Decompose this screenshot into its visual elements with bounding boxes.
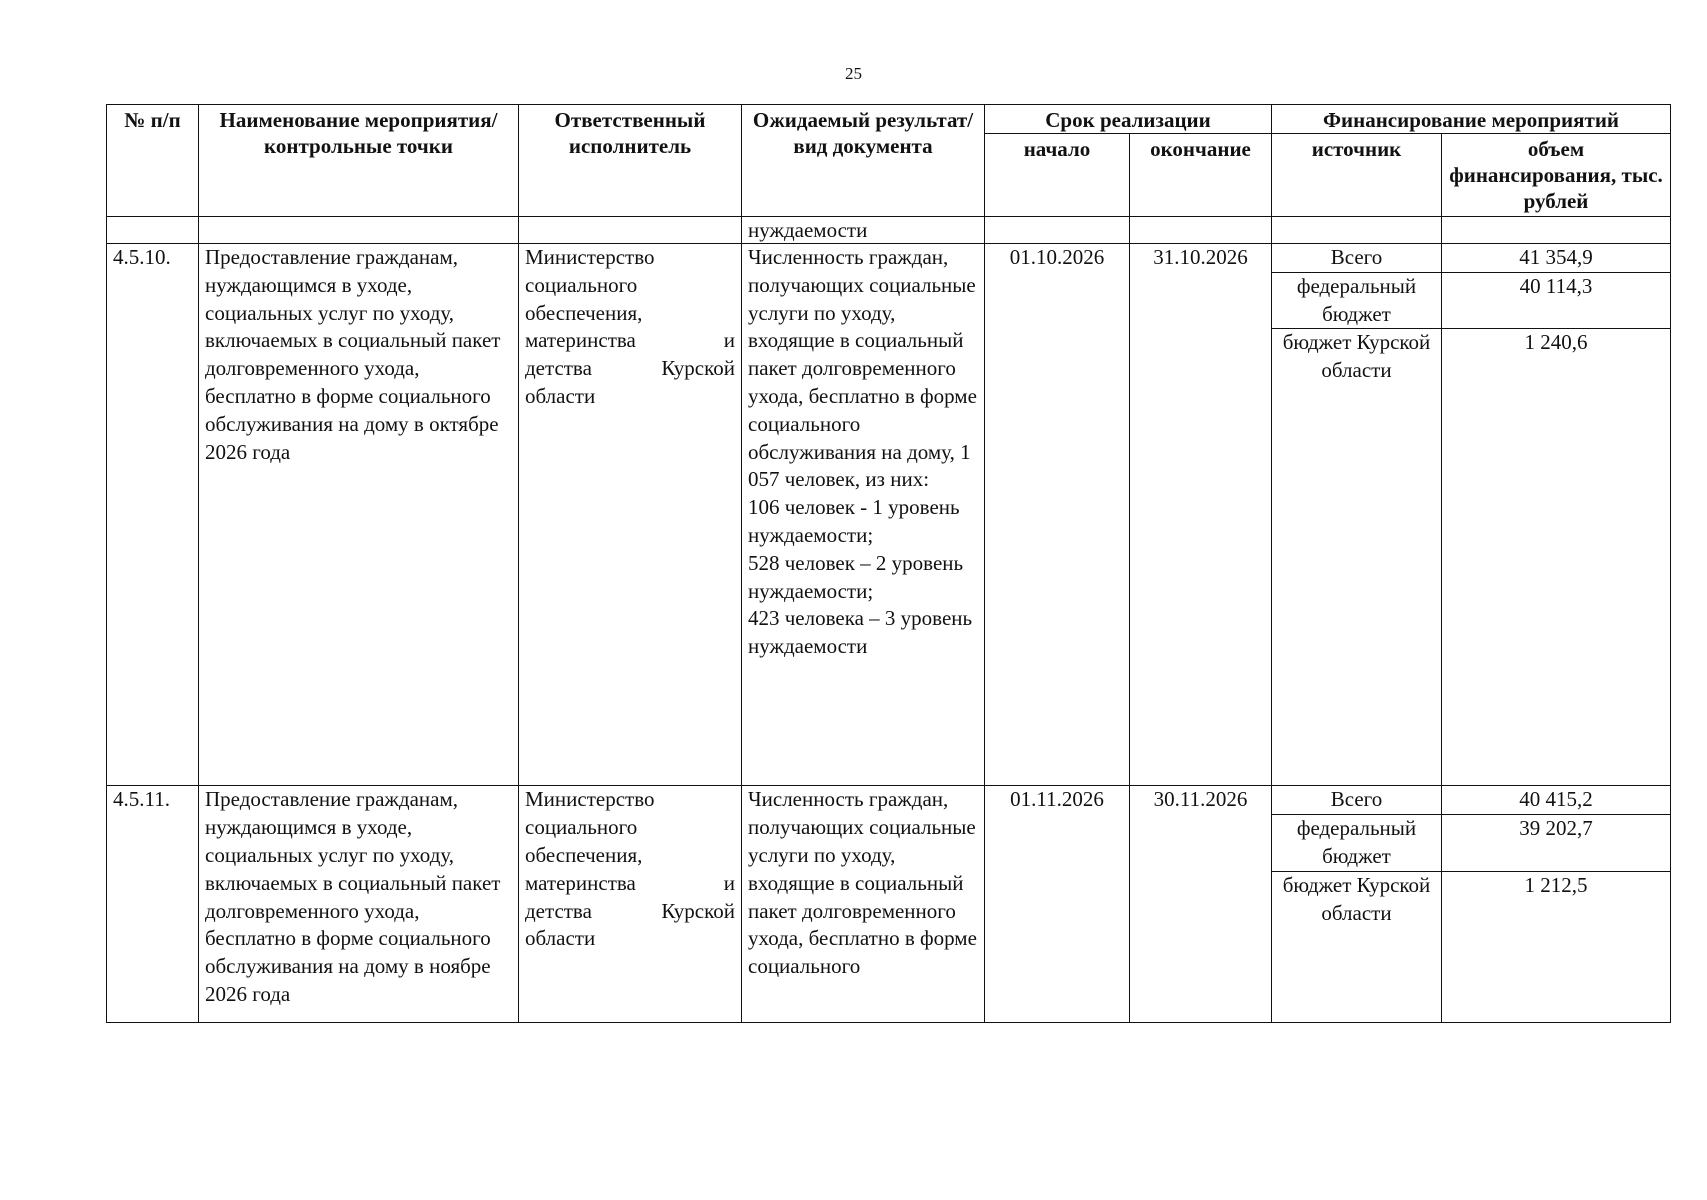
- fin-amount: 1 240,6: [1442, 329, 1671, 786]
- fin-amount: 40 114,3: [1442, 272, 1671, 329]
- row-responsible: Министерство социального обеспечения, материнства и детства Курской области: [519, 786, 742, 1022]
- row-end: 30.11.2026: [1130, 786, 1272, 1022]
- row-result: Численность граждан, получающих социальные услуги по уходу, входящие в социальный пакет долговременного ухода, бесплатно в форме социального обслуживания на дому, 1 057 человек, из них: 106 человек - 1 уровень нуждаемости; 528 человек – 2 уровень нуждаемости; 423 человека – 3 уровень нуждаемости: [742, 244, 985, 786]
- fin-amount: 40 415,2: [1442, 786, 1671, 815]
- header-result: Ожидаемый результат/вид документа: [742, 105, 985, 217]
- header-volume: объем финансирования, тыс. рублей: [1442, 134, 1671, 217]
- continuation-row: [107, 217, 1671, 244]
- fin-amount: 1 212,5: [1442, 871, 1671, 1022]
- header-responsible: Ответственный исполнитель: [519, 105, 742, 217]
- header-source: источник: [1272, 134, 1442, 217]
- fin-source: Всего: [1272, 786, 1442, 815]
- row-name: Предоставление гражданам, нуждающимся в уходе, социальных услуг по уходу, включаемых в социальный пакет долговременного ухода, бесплатно в форме социального обслуживания на дому в ноябре 2026 года: [199, 786, 519, 1022]
- fin-source: Всего: [1272, 244, 1442, 273]
- table-row: [107, 244, 1671, 273]
- fin-source: бюджет Курской области: [1272, 329, 1442, 786]
- header-period: Срок реализации: [985, 105, 1272, 134]
- row-start: 01.11.2026: [985, 786, 1130, 1022]
- row-num: 4.5.10.: [107, 244, 199, 786]
- page-number: 25: [845, 64, 862, 83]
- row-name: Предоставление гражданам, нуждающимся в уходе, социальных услуг по уходу, включаемых в социальный пакет долговременного ухода, бесплатно в форме социального обслуживания на дому в октябре 2026 года: [199, 244, 519, 786]
- header-financing: Финансирование мероприятий: [1272, 105, 1671, 134]
- header-num: № п/п: [107, 105, 199, 217]
- fin-source: бюджет Курской области: [1272, 871, 1442, 1022]
- row-num: 4.5.11.: [107, 786, 199, 1022]
- activities-table: [106, 104, 1671, 1023]
- header-period-end: окончание: [1130, 134, 1272, 217]
- fin-amount: 39 202,7: [1442, 815, 1671, 872]
- continuation-result: нуждаемости: [742, 217, 985, 244]
- row-result: Численность граждан, получающих социальные услуги по уходу, входящие в социальный пакет долговременного ухода, бесплатно в форме социального: [742, 786, 985, 1022]
- fin-source: федеральный бюджет: [1272, 815, 1442, 872]
- row-start: 01.10.2026: [985, 244, 1130, 786]
- header-name: Наименование мероприятия/контрольные точки: [199, 105, 519, 217]
- row-responsible: Министерство социального обеспечения, материнства и детства Курской области: [519, 244, 742, 786]
- row-end: 31.10.2026: [1130, 244, 1272, 786]
- fin-source: федеральный бюджет: [1272, 272, 1442, 329]
- table-row: [107, 786, 1671, 815]
- header-period-start: начало: [985, 134, 1130, 217]
- fin-amount: 41 354,9: [1442, 244, 1671, 273]
